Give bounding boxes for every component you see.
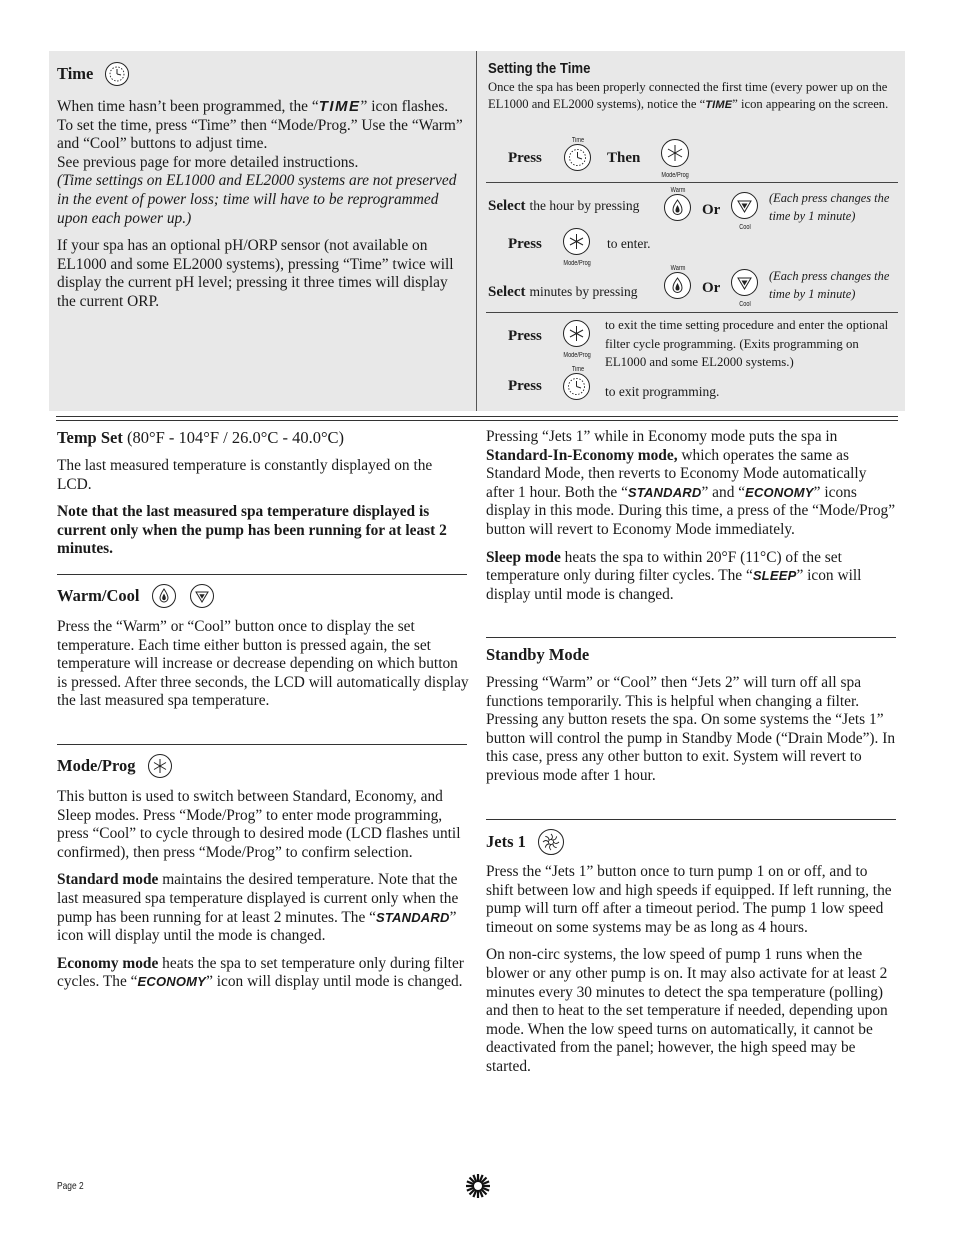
press-label-1: Press	[508, 150, 542, 166]
double-rule-bottom	[56, 420, 898, 421]
warm-button-1[interactable]: Warm	[664, 187, 692, 226]
economy-mode-paragraph: Economy mode heats the spa to set temperature only during filter cycles. The “ECONOMY” icon will display until mode is changed.	[57, 954, 464, 991]
press-label-2: Press	[508, 236, 542, 252]
warm-cool-heading: Warm/Cool	[57, 584, 214, 608]
or-label-2: Or	[702, 280, 721, 296]
time-button-1[interactable]: Time	[563, 137, 593, 176]
clock-icon	[563, 373, 590, 400]
section-rule	[486, 637, 896, 638]
minutes-note: (Each press changes the time by 1 minute)	[769, 269, 890, 301]
standby-heading: Standby Mode	[486, 645, 590, 664]
mode-prog-button-2[interactable]: Mode/Prog	[563, 228, 595, 267]
asterisk-icon	[563, 228, 590, 255]
exit-programming-text: to exit programming.	[605, 384, 720, 399]
standard-lcd-icon: STANDARD	[376, 909, 450, 925]
economy-lcd-icon: ECONOMY	[137, 974, 207, 990]
standard-mode-paragraph: Standard mode maintains the desired temperature. Note that the last measured spa temperature displayed is current only when the pump has been running for at least 2 minutes. The “STANDARD” icon will display until the mode is changed.	[57, 871, 459, 945]
jets1-body: Press the “Jets 1” button once to turn pump 1 on or off, and to shift between low and high speeds if equipped. If left running, the pump will turn off after a timeout period. The pump 1 low speed timeout on some systems may be as long as 4 hours. On non-circ systems, the low speed of pump 1 runs when the blower or any other pump is on. It may also activate for at least 2 minutes every 30 minutes to detect the spa temperature (polling) and then to heat to the set temperature if needed, depending upon mode. When the low speed turns on automatically, it cannot be deactivated from the panel; however, the high speed may be started.	[486, 863, 892, 1075]
cool-icon	[190, 584, 214, 608]
cool-button-1[interactable]: Cool	[731, 192, 759, 231]
temp-set-heading: Temp Set (80°F - 104°F / 26.0°C - 40.0°C)	[57, 428, 345, 447]
warm-icon	[152, 584, 176, 608]
press-label-3: Press	[508, 328, 542, 344]
to-enter-text: to enter.	[607, 236, 651, 251]
time-lcd-icon: TIME	[318, 98, 361, 115]
or-label-1: Or	[702, 202, 721, 218]
select-hour-text: Select the hour by pressing	[488, 198, 640, 214]
page-number: Page 2	[57, 1180, 84, 1192]
jets1-heading: Jets 1	[486, 829, 564, 855]
setting-time-intro-text: Once the spa has been properly connected the first time (every power up on the EL1000 and EL2000 systems), notice the “TIME” icon appearing on the screen.	[488, 80, 889, 111]
warm-button-2[interactable]: Warm	[664, 265, 692, 304]
time-heading	[57, 62, 467, 86]
mode-prog-body: This button is used to switch between Standard, Economy, and Sleep modes. Press “Mode/Prog” to enter mode programming, press “Cool” to cycle through to desired mode (LCD flashes until confirmed), then press “Mode/Prog” to confirm selection. Standard mode maintains the desired temperature. Note that the last measured spa temperature displayed is current only when the pump has been running for at least 2 minutes. The “STANDARD” icon will display until the mode is changed. Economy mode heats the spa to set temperature only during filter cycles. The “ECONOMY” icon will display until mode is changed.	[57, 788, 467, 1001]
warm-icon	[664, 272, 691, 299]
section-rule	[57, 744, 467, 745]
warm-cool-body: Press the “Warm” or “Cool” button once to display the set temperature. Each time either button is pressed again, the set temperature will increase or decrease depending on which button is pressed. After three seconds, the LCD will automatically display the last measured spa temperature.	[57, 618, 469, 710]
standby-body: Pressing “Warm” or “Cool” then “Jets 2” will turn off all spa functions temporarily. This is helpful when changing a filter. Pressing any button resets the spa. On some systems the “Jets 1” button will control the pump in Standby Mode (“Drain Mode”). In this case, press any other button to exit. System will revert to previous mode after 1 hour.	[486, 674, 896, 784]
section-rule	[486, 819, 896, 820]
cool-icon	[731, 269, 758, 296]
panel-divider	[476, 51, 477, 411]
cool-button-2[interactable]: Cool	[731, 269, 759, 308]
separator	[486, 182, 898, 183]
setting-time-intro	[488, 60, 898, 114]
jets-icon	[538, 829, 564, 855]
mode-prog-button-3[interactable]: Mode/Prog	[563, 320, 595, 359]
then-label: Then	[607, 150, 641, 166]
mode-prog-button-1[interactable]: Mode/Prog	[661, 139, 693, 179]
setting-time-title: Setting the Time	[488, 60, 591, 77]
warm-icon	[664, 194, 691, 221]
brand-logo-icon	[464, 1172, 492, 1204]
mode-prog-heading: Mode/Prog	[57, 754, 172, 778]
asterisk-icon	[148, 754, 172, 778]
right-column-top	[486, 428, 896, 613]
clock-icon	[105, 62, 129, 86]
sleep-mode-paragraph: Sleep mode heats the spa to within 20°F (11°C) of the set temperature only during filter cycles. The “SLEEP” icon will display until mode is changed.	[486, 548, 862, 603]
standard-in-economy-paragraph: Pressing “Jets 1” while in Economy mode puts the spa in Standard-In-Economy mode, which operates the same as Standard Mode, then reverts to Economy Mode automatically after 1 hour. Both the “STANDARD” and “ECONOMY” icons display in this mode. During this time, a press of the “Mode/Prog” button will revert to Economy Mode immediately.	[486, 428, 896, 538]
asterisk-icon	[563, 320, 590, 347]
separator	[486, 312, 898, 313]
time-paragraph-1: When time hasn’t been programmed, the “TIME” icon flashes. To set the time, press “Time” then “Mode/Prog.” Use the “Warm” and “Cool” buttons to adjust time. See previous page for more detailed instructions. (Time settings on EL1000 and EL2000 systems are not preserved in the event of power loss; time will have to be reprogrammed upon each power up.)	[57, 98, 463, 227]
cool-icon	[731, 192, 758, 219]
time-paragraph-2: If your spa has an optional pH/ORP sensor (not available on EL1000 and some EL2000 systems), pressing “Time” twice will display the current pH level; pressing it three times will display the current ORP.	[57, 237, 454, 310]
double-rule-top	[56, 416, 898, 417]
time-section	[57, 62, 467, 321]
asterisk-icon	[661, 139, 689, 167]
clock-icon	[564, 144, 591, 171]
hour-note: (Each press changes the time by 1 minute)	[769, 191, 890, 223]
press-label-4: Press	[508, 378, 542, 394]
section-rule	[57, 574, 467, 575]
temp-set-body: The last measured temperature is constantly displayed on the LCD. Note that the last measured spa temperature displayed is current only when the pump has been running for at least 2 minutes.	[57, 457, 447, 558]
select-minutes-text: Select minutes by pressing	[488, 284, 638, 300]
exit-setting-text: to exit the time setting procedure and enter the optional filter cycle programming. (Exits programming on EL1000 and some EL2000 systems.)	[605, 318, 889, 369]
time-button-2[interactable]: Time	[563, 366, 593, 405]
time-title: Time	[57, 63, 94, 83]
